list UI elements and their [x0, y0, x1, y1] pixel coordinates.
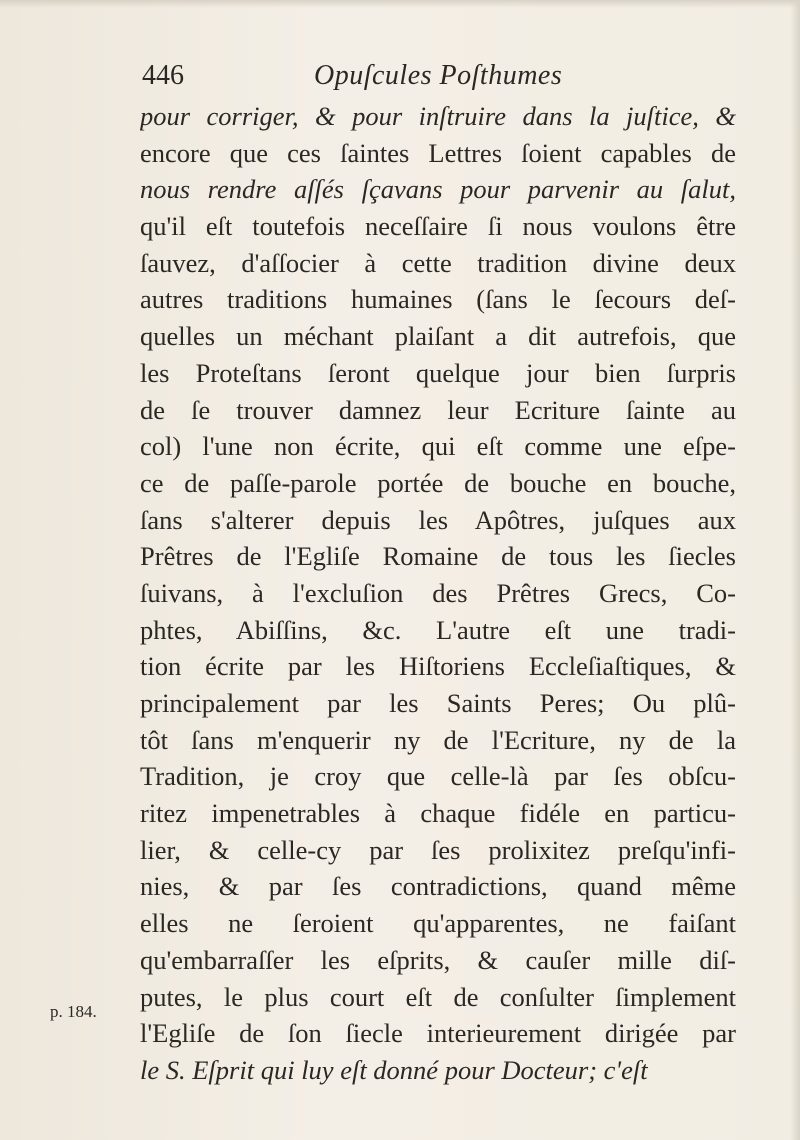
text-line: autres traditions humaines (ſans le ſecours deſ-	[140, 284, 736, 315]
text-line: les Proteſtans ſeront quelque jour bien ſurpris	[140, 357, 736, 388]
text-line: de ſe trouver damnez leur Ecriture ſainte au	[140, 394, 736, 425]
page-top-edge	[0, 0, 800, 8]
margin-reference: p. 184.	[50, 1002, 97, 1021]
page-header	[142, 56, 742, 96]
text-line: l'Egliſe de ſon ſiecle interieurement dirigée par	[140, 1018, 736, 1049]
page-right-edge	[790, 0, 800, 1140]
text-line: le S. Eſprit qui luy eſt donné pour Docteur; c'eſt	[140, 1054, 648, 1085]
page-number: 446	[142, 60, 184, 91]
text-line: qu'embarraſſer les eſprits, & cauſer mille diſ-	[140, 944, 736, 975]
text-line: quelles un méchant plaiſant a dit autrefois, que	[140, 321, 736, 352]
text-line: tion écrite par les Hiſtoriens Eccleſiaſtiques, &	[140, 651, 736, 682]
text-line: ſuivans, à l'excluſion des Prêtres Grecs, Co-	[140, 577, 736, 608]
text-line: lier, & celle-cy par ſes prolixitez preſqu'infi-	[140, 834, 736, 865]
text-line: col) l'une non écrite, qui eſt comme une eſpe-	[140, 431, 736, 462]
text-line: Prêtres de l'Egliſe Romaine de tous les ſiecles	[140, 541, 736, 572]
text-line: encore que ces ſaintes Lettres ſoient capables de	[140, 137, 736, 168]
text-line: ſans s'alterer depuis les Apôtres, juſques aux	[140, 504, 736, 535]
text-line: qu'il eſt toutefois neceſſaire ſi nous voulons être	[140, 211, 736, 242]
text-line: elles ne ſeroient qu'apparentes, ne faiſant	[140, 908, 736, 939]
text-line: ritez impenetrables à chaque fidéle en particu-	[140, 798, 736, 829]
text-line: tôt ſans m'enquerir ny de l'Ecriture, ny de la	[140, 724, 736, 755]
text-line: putes, le plus court eſt de conſulter ſimplement	[140, 981, 736, 1012]
text-line: ſauvez, d'aſſocier à cette tradition divine deux	[140, 247, 736, 278]
text-line: phtes, Abiſſins, &c. L'autre eſt une tradi-	[140, 614, 736, 645]
running-title: Opuſcules Poſthumes	[314, 60, 563, 91]
text-line: pour corriger, & pour inſtruire dans la juſtice, &	[140, 101, 736, 131]
text-line: nous rendre aſſés ſçavans pour parvenir au ſalut,	[140, 174, 736, 205]
text-line: principalement par les Saints Peres; Ou plû-	[140, 688, 736, 718]
body-text	[140, 98, 736, 1089]
text-line: Tradition, je croy que celle-là par ſes obſcu-	[140, 761, 736, 792]
text-line: ce de paſſe-parole portée de bouche en bouche,	[140, 467, 736, 498]
text-line: nies, & par ſes contradictions, quand même	[140, 871, 736, 902]
